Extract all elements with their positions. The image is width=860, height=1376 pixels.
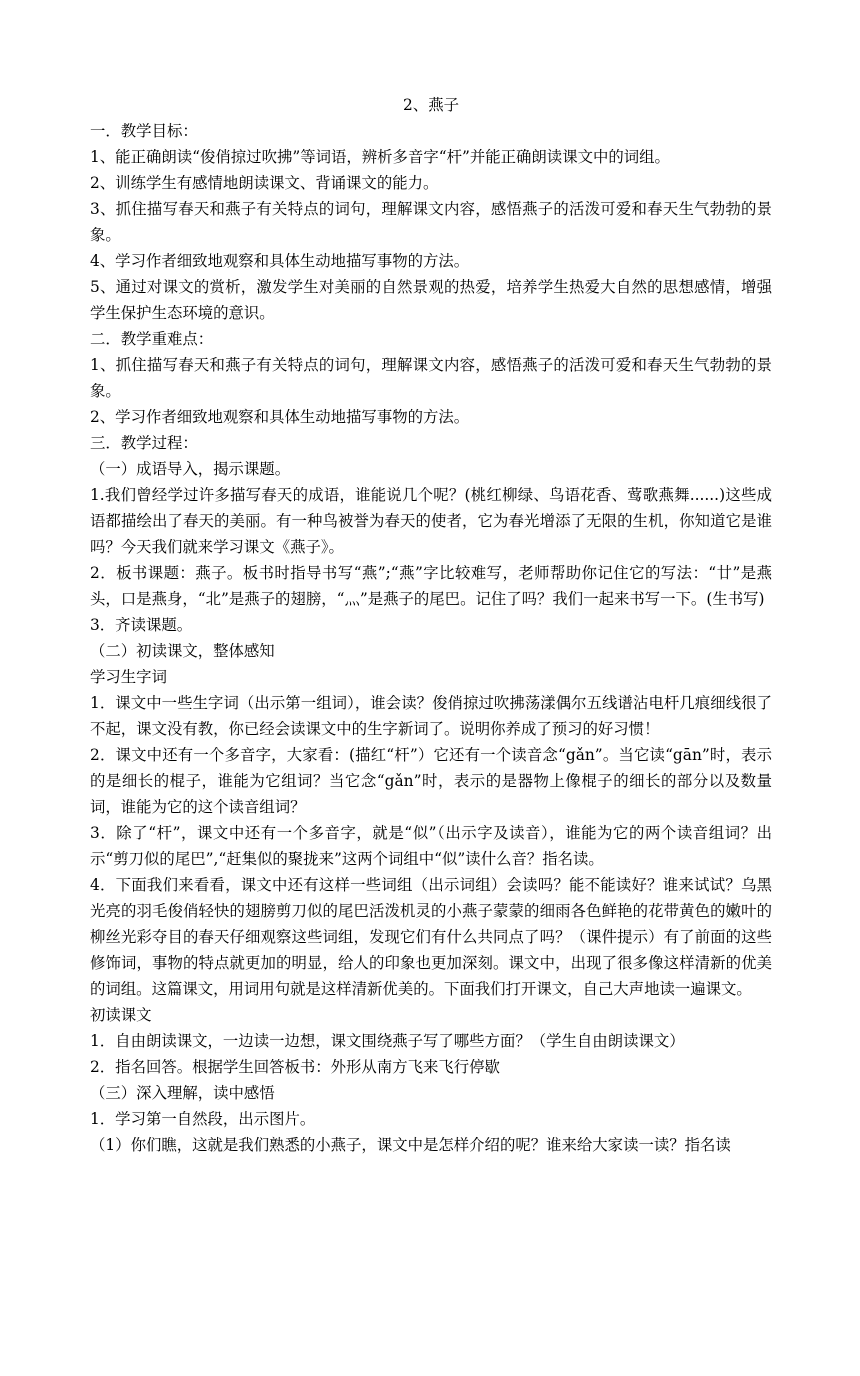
paragraph: 1、能正确朗读“俊俏掠过吹拂”等词语，辨析多音字“杆”并能正确朗读课文中的词组。 [90,148,670,166]
paragraph: （三）深入理解，读中感悟 [90,1084,275,1102]
paragraph: 2、训练学生有感情地朗读课文、背诵课文的能力。 [90,174,439,192]
paragraph: 2．板书课题：燕子。板书时指导书写“燕”;“燕”字比较难写，老师帮助你记住它的写法：“廿”是燕头，口是燕身，“北”是燕子的翅膀，“灬”是燕子的尾巴。记住了吗？我们一起来书写一下。(生书写) [90,564,772,608]
paragraph: 2．课文中还有一个多音字，大家看：(描红“杆”）它还有一个读音念“gǎn”。当它读“gān”时，表示的是细长的棍子，谁能为它组词？当它念“gǎn”时，表示的是器物上像棍子的细长的部分以及数量词，谁能为它的这个读音组词？ [90,746,772,816]
paragraph: 二．教学重难点： [90,330,214,348]
paragraph: 三．教学过程： [90,434,198,452]
paragraph: （1）你们瞧，这就是我们熟悉的小燕子，课文中是怎样介绍的呢？谁来给大家读一读？指名读 [90,1136,731,1154]
paragraph: 初读课文 [90,1006,152,1024]
paragraph: 2、学习作者细致地观察和具体生动地描写事物的方法。 [90,408,470,426]
paragraph: 3、抓住描写春天和燕子有关特点的词句，理解课文内容，感悟燕子的活泼可爱和春天生气勃勃的景象。 [90,200,772,244]
document-title: 2、燕子 [403,96,459,114]
paragraph: （一）成语导入，揭示课题。 [90,460,291,478]
paragraph: 1．学习第一自然段，出示图片。 [90,1110,316,1128]
paragraph: 1、抓住描写春天和燕子有关特点的词句，理解课文内容，感悟燕子的活泼可爱和春天生气勃勃的景象。 [90,356,772,400]
paragraph: 5、通过对课文的赏析，激发学生对美丽的自然景观的热爱，培养学生热爱大自然的思想感情，增强学生保护生态环境的意识。 [90,278,772,322]
paragraph: 1．自由朗读课文，一边读一边想，课文围绕燕子写了哪些方面？（学生自由朗读课文） [90,1032,685,1050]
paragraph: （二）初读课文，整体感知 [90,642,275,660]
paragraph: 3．齐读课题。 [90,616,193,634]
paragraph: 一．教学目标： [90,122,198,140]
paragraph: 1.我们曾经学过许多描写春天的成语，谁能说几个呢？(桃红柳绿、鸟语花香、莺歌燕舞......)这些成语都描绘出了春天的美丽。有一种鸟被誉为春天的使者，它为春光增添了无限的生机，你知道它是谁吗？今天我们就来学习课文《燕子》。 [90,486,772,556]
paragraph: 4．下面我们来看看，课文中还有这样一些词组（出示词组）会读吗？能不能读好？谁来试试？乌黑光亮的羽毛俊俏轻快的翅膀剪刀似的尾巴活泼机灵的小燕子蒙蒙的细雨各色鲜艳的花带黄色的嫩叶的柳丝光彩夺目的春天仔细观察这些词组，发现它们有什么共同点了吗？（课件提示）有了前面的这些修饰词，事物的特点就更加的明显，给人的印象也更加深刻。课文中，出现了很多像这样清新的优美的词组。这篇课文，用词用句就是这样清新优美的。下面我们打开课文，自己大声地读一遍课文。 [90,876,772,998]
document-page [90,92,772,1158]
paragraph: 学习生字词 [90,668,167,686]
paragraph: 4、学习作者细致地观察和具体生动地描写事物的方法。 [90,252,470,270]
paragraph: 3．除了“杆”，课文中还有一个多音字，就是“似”（出示字及读音），谁能为它的两个读音组词？出示“剪刀似的尾巴”,“赶集似的聚拢来”这两个词组中“似”读什么音？指名读。 [90,824,772,868]
paragraph: 1．课文中一些生字词（出示第一组词），谁会读？俊俏掠过吹拂荡漾偶尔五线谱沾电杆几痕细线很了不起，课文没有教，你已经会读课文中的生字新词了。说明你养成了预习的好习惯！ [90,694,772,738]
paragraph: 2．指名回答。根据学生回答板书：外形从南方飞来飞行停歇 [90,1058,500,1076]
